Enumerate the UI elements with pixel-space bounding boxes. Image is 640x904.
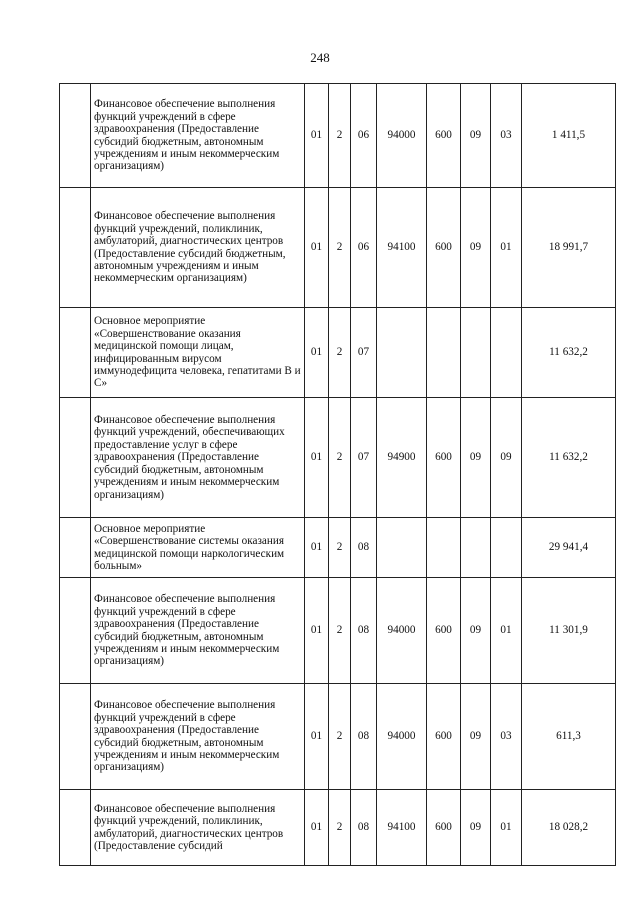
subprogram-code-cell: 2 (329, 578, 351, 684)
expense-type-cell: 600 (427, 578, 461, 684)
event-code-cell: 06 (351, 188, 377, 308)
subsection-code-cell: 01 (491, 578, 522, 684)
program-code-cell: 01 (305, 684, 329, 790)
section-code-cell: 09 (461, 84, 491, 188)
row-index-cell (60, 398, 91, 518)
row-index-cell (60, 684, 91, 790)
subsection-code-cell (491, 518, 522, 578)
description-cell: Финансовое обеспечение выполнения функций учреждений в сфере здравоохранения (Предоставление субсидий бюджетным, автономным учреждениям и иным некоммерческим организациям) (91, 684, 305, 790)
program-code-cell: 01 (305, 790, 329, 866)
amount-cell: 18 028,2 (522, 790, 616, 866)
description-cell: Финансовое обеспечение выполнения функций учреждений, обеспечивающих предоставление услуг в сфере здравоохранения (Предоставление субсидий бюджетным, автономным учреждениям и иным некоммерческим организациям) (91, 398, 305, 518)
section-code-cell: 09 (461, 684, 491, 790)
table-row (60, 578, 616, 684)
expense-type-cell (427, 308, 461, 398)
program-code-cell: 01 (305, 398, 329, 518)
expense-type-cell: 600 (427, 84, 461, 188)
amount-cell: 611,3 (522, 684, 616, 790)
amount-cell: 29 941,4 (522, 518, 616, 578)
subsection-code-cell (491, 308, 522, 398)
description-cell: Основное мероприятие «Совершенствование системы оказания медицинской помощи наркологическим больным» (91, 518, 305, 578)
event-code-cell: 08 (351, 518, 377, 578)
subsection-code-cell: 03 (491, 684, 522, 790)
event-code-cell: 08 (351, 578, 377, 684)
program-code-cell: 01 (305, 84, 329, 188)
event-code-cell: 08 (351, 790, 377, 866)
program-code-cell: 01 (305, 308, 329, 398)
amount-cell: 1 411,5 (522, 84, 616, 188)
row-index-cell (60, 188, 91, 308)
table-row (60, 84, 616, 188)
event-code-cell: 08 (351, 684, 377, 790)
table-row (60, 308, 616, 398)
direction-code-cell: 94900 (377, 398, 427, 518)
row-index-cell (60, 578, 91, 684)
row-index-cell (60, 308, 91, 398)
direction-code-cell: 94000 (377, 84, 427, 188)
description-cell: Финансовое обеспечение выполнения функций учреждений в сфере здравоохранения (Предоставление субсидий бюджетным, автономным учреждениям и иным некоммерческим организациям) (91, 578, 305, 684)
amount-cell: 11 632,2 (522, 398, 616, 518)
program-code-cell: 01 (305, 578, 329, 684)
row-index-cell (60, 518, 91, 578)
subprogram-code-cell: 2 (329, 188, 351, 308)
page-number: 248 (310, 50, 330, 65)
event-code-cell: 06 (351, 84, 377, 188)
amount-cell: 11 632,2 (522, 308, 616, 398)
direction-code-cell: 94000 (377, 578, 427, 684)
expense-type-cell: 600 (427, 684, 461, 790)
row-index-cell (60, 84, 91, 188)
section-code-cell: 09 (461, 790, 491, 866)
subprogram-code-cell: 2 (329, 398, 351, 518)
budget-table (59, 83, 616, 866)
direction-code-cell (377, 308, 427, 398)
subsection-code-cell: 01 (491, 790, 522, 866)
direction-code-cell: 94100 (377, 188, 427, 308)
description-cell: Финансовое обеспечение выполнения функций учреждений, поликлиник, амбулаторий, диагностических центров (Предоставление субсидий (91, 790, 305, 866)
budget-table-body (60, 84, 616, 866)
section-code-cell: 09 (461, 188, 491, 308)
table-row (60, 790, 616, 866)
subprogram-code-cell: 2 (329, 684, 351, 790)
description-cell: Финансовое обеспечение выполнения функций учреждений в сфере здравоохранения (Предоставление субсидий бюджетным, автономным учреждениям и иным некоммерческим организациям) (91, 84, 305, 188)
program-code-cell: 01 (305, 188, 329, 308)
event-code-cell: 07 (351, 308, 377, 398)
subprogram-code-cell: 2 (329, 84, 351, 188)
table-row (60, 684, 616, 790)
expense-type-cell: 600 (427, 398, 461, 518)
table-row (60, 518, 616, 578)
subsection-code-cell: 03 (491, 84, 522, 188)
description-cell: Финансовое обеспечение выполнения функций учреждений, поликлиник, амбулаторий, диагностических центров (Предоставление субсидий бюджетным, автономным учреждениям и иным некоммерческим организациям) (91, 188, 305, 308)
description-cell: Основное мероприятие «Совершенствование оказания медицинской помощи лицам, инфицированным вирусом иммунодефицита человека, гепатитами В и С» (91, 308, 305, 398)
direction-code-cell: 94000 (377, 684, 427, 790)
section-code-cell: 09 (461, 398, 491, 518)
direction-code-cell: 94100 (377, 790, 427, 866)
table-row (60, 398, 616, 518)
direction-code-cell (377, 518, 427, 578)
subprogram-code-cell: 2 (329, 308, 351, 398)
row-index-cell (60, 790, 91, 866)
expense-type-cell: 600 (427, 790, 461, 866)
amount-cell: 11 301,9 (522, 578, 616, 684)
amount-cell: 18 991,7 (522, 188, 616, 308)
program-code-cell: 01 (305, 518, 329, 578)
subprogram-code-cell: 2 (329, 790, 351, 866)
event-code-cell: 07 (351, 398, 377, 518)
subprogram-code-cell: 2 (329, 518, 351, 578)
table-row (60, 188, 616, 308)
expense-type-cell: 600 (427, 188, 461, 308)
expense-type-cell (427, 518, 461, 578)
section-code-cell: 09 (461, 578, 491, 684)
section-code-cell (461, 518, 491, 578)
subsection-code-cell: 09 (491, 398, 522, 518)
section-code-cell (461, 308, 491, 398)
subsection-code-cell: 01 (491, 188, 522, 308)
